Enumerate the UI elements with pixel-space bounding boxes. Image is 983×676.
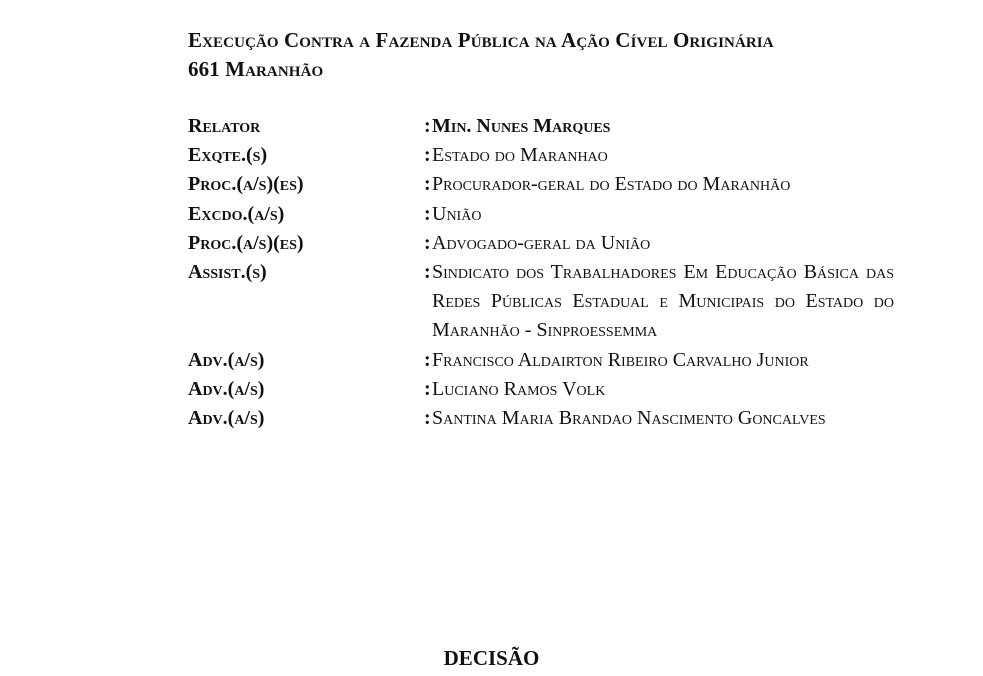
parties-list [188,112,894,433]
party-separator: : [424,407,431,430]
party-row-advogado-3 [188,404,894,433]
party-separator: : [424,144,431,167]
party-label: Exqte.(s) [188,144,268,167]
case-title [188,26,894,84]
party-separator: : [424,231,431,254]
party-row-executado [188,200,894,229]
party-value: Luciano Ramos Volk [432,377,606,400]
party-value: Estado do Maranhao [432,144,608,167]
party-row-exequente [188,141,894,170]
party-row-procurador-executado [188,229,894,258]
party-label: Adv.(a/s) [188,377,265,400]
party-value: Procurador-geral do Estado do Maranhão [432,173,791,196]
party-label: Assist.(s) [188,261,267,284]
party-value: Min. Nunes Marques [432,115,611,137]
party-label: Proc.(a/s)(es) [188,231,304,254]
party-separator: : [424,202,431,225]
party-row-advogado-2 [188,375,894,404]
party-label: Adv.(a/s) [188,407,265,430]
party-label: Relator [188,115,261,137]
party-value: Francisco Aldairton Ribeiro Carvalho Junior [432,348,809,371]
party-value: União [432,202,482,225]
party-separator: : [424,348,431,371]
document-page [188,26,894,433]
decision-heading: DECISÃO [443,646,540,670]
party-row-assistente [188,258,894,346]
party-value: Santina Maria Brandao Nascimento Goncalves [432,407,826,430]
party-value: Sindicato dos Trabalhadores Em Educação Básica das Redes Públicas Estadual e Municipais do Estado do Maranhão - Sinproessemma [432,261,894,342]
party-row-advogado-1 [188,346,894,375]
party-label: Excdo.(a/s) [188,202,285,225]
party-separator: : [424,261,431,284]
party-label: Adv.(a/s) [188,348,265,371]
case-title-line1: Execução Contra a Fazenda Pública na Ação Cível Originária [188,28,774,52]
party-row-procurador-exequente [188,170,894,199]
party-row-relator [188,112,894,141]
case-title-line2: 661 Maranhão [188,57,324,81]
party-separator: : [424,115,431,137]
party-separator: : [424,173,431,196]
party-label: Proc.(a/s)(es) [188,173,304,196]
party-separator: : [424,377,431,400]
party-value: Advogado-geral da União [432,231,651,254]
